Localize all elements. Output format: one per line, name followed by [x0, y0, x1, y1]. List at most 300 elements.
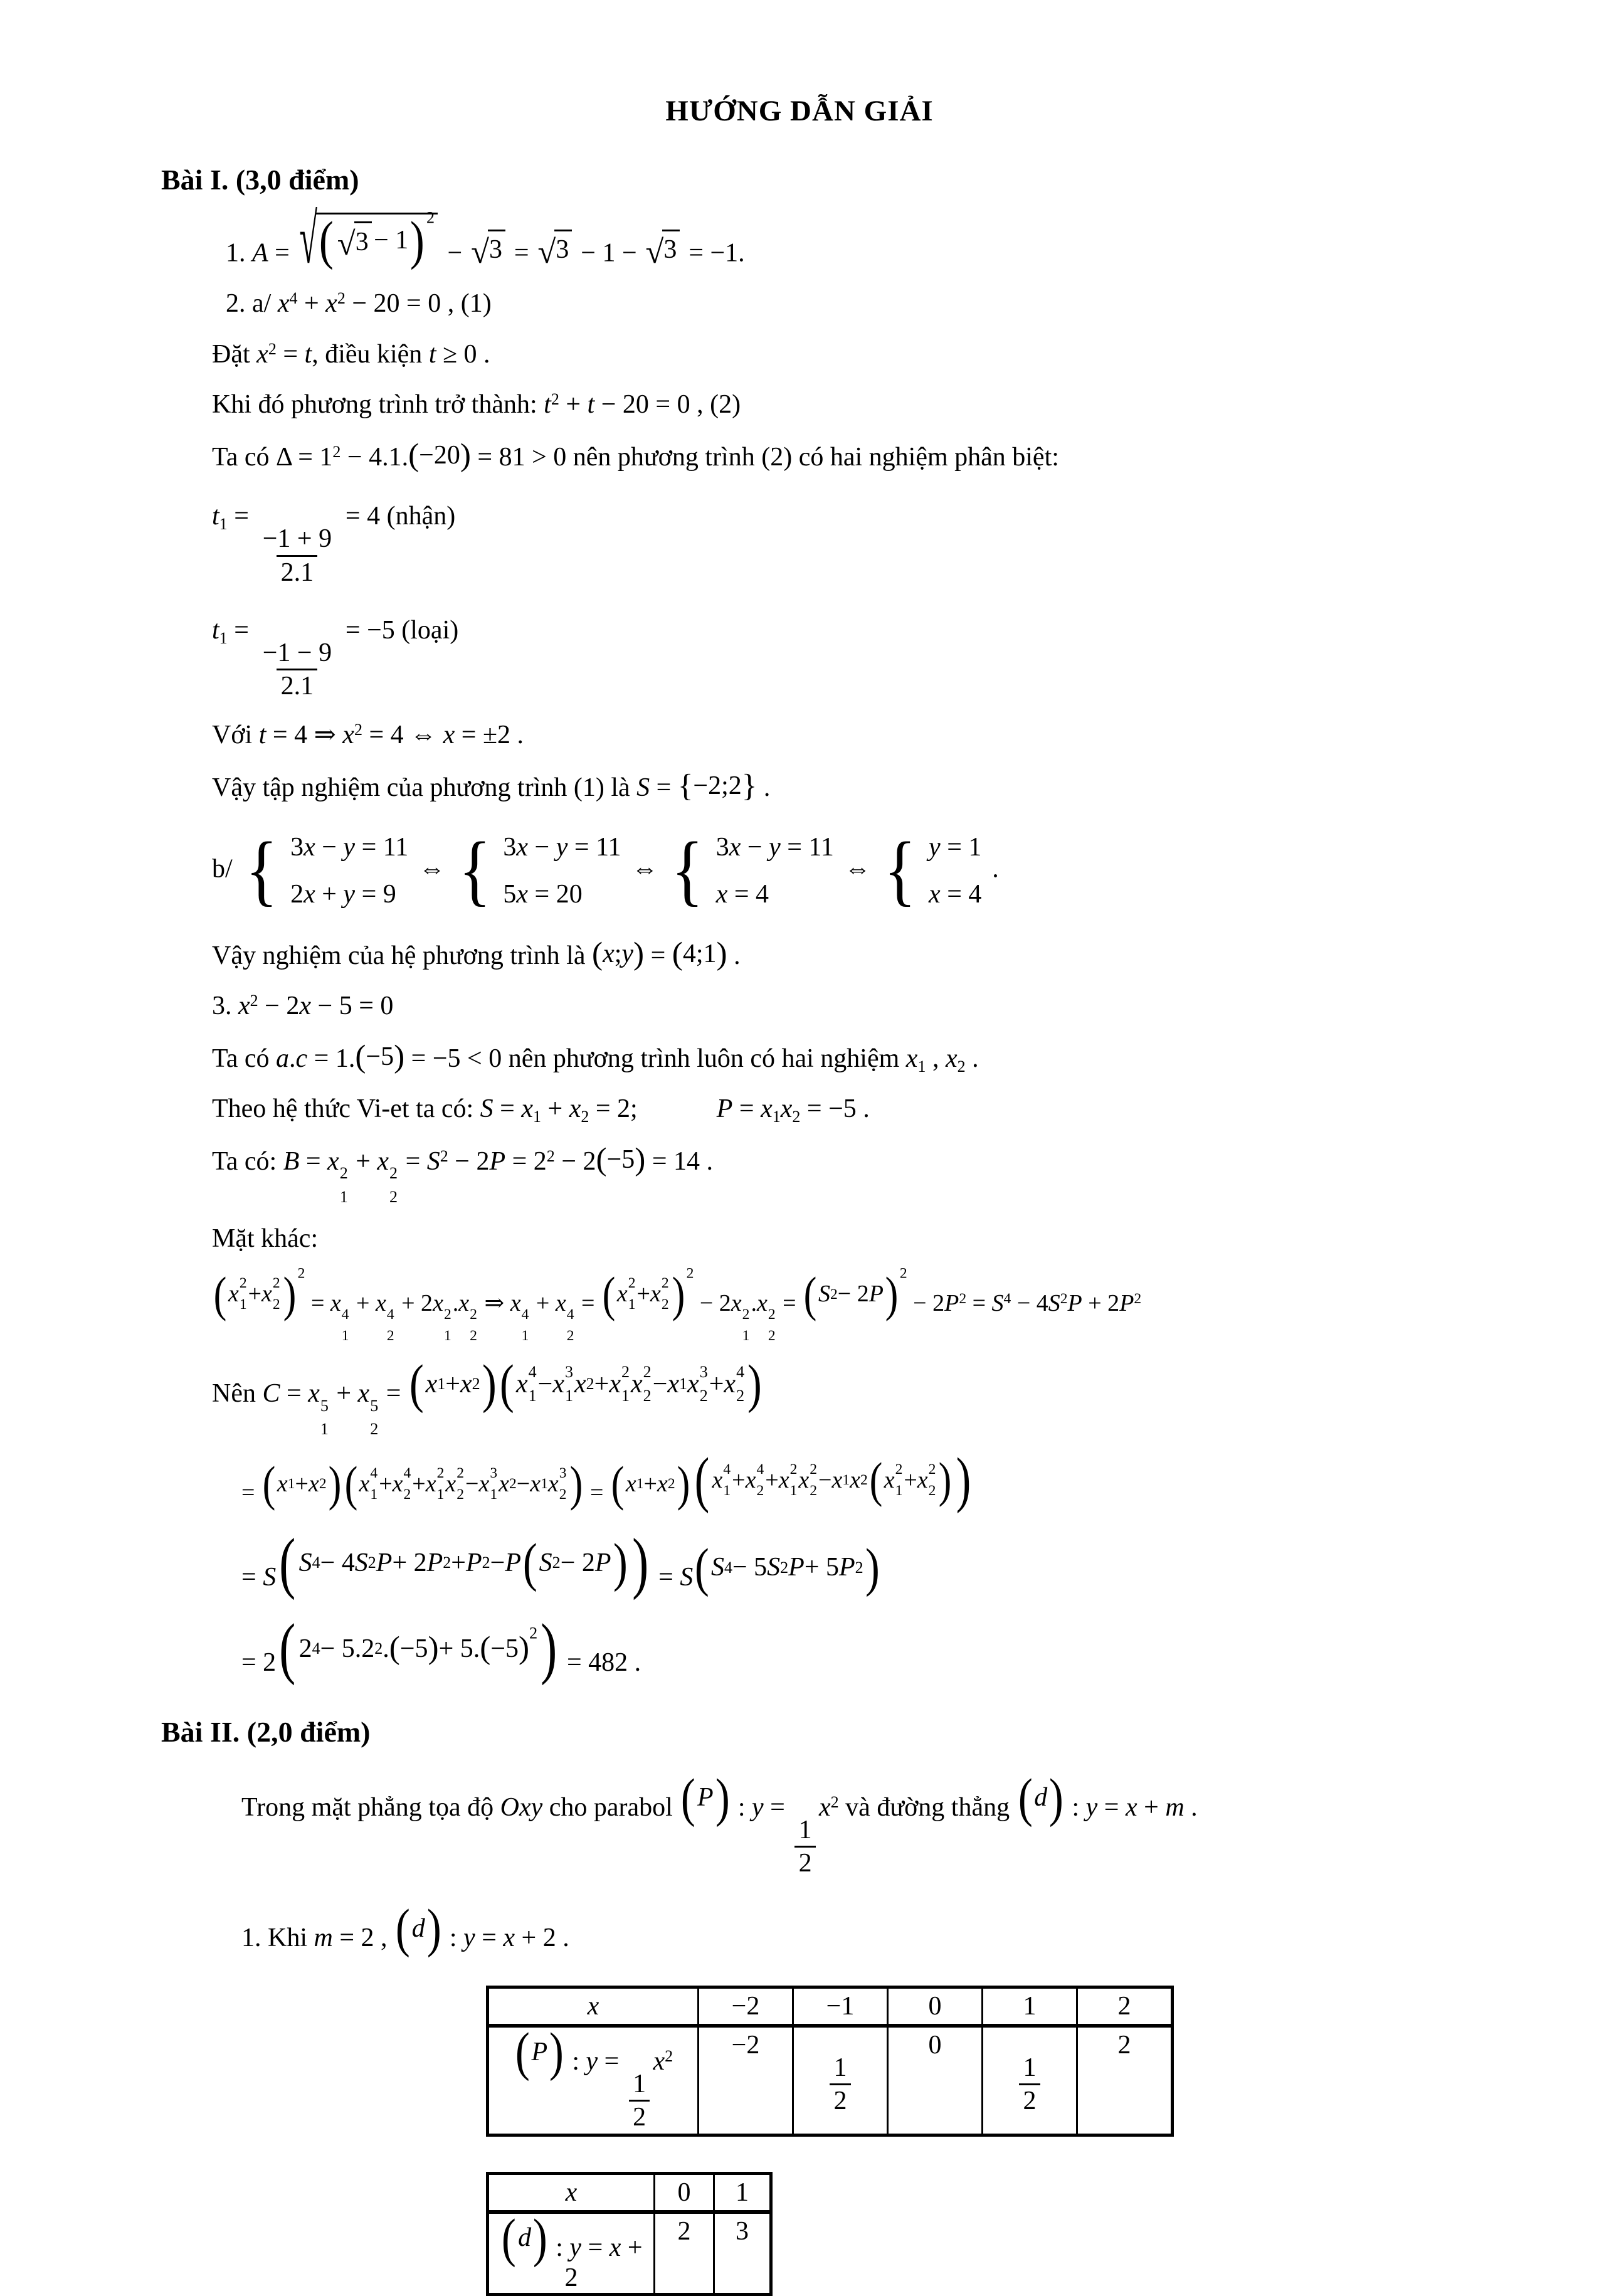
text-run: 1	[833, 2053, 847, 2082]
text-run: =	[507, 238, 536, 268]
math-var: c	[295, 1044, 308, 1073]
superscript: 2	[928, 1461, 936, 1478]
math-var: S	[426, 1146, 440, 1176]
table-cell	[888, 1987, 983, 2026]
text-run: 5	[503, 880, 517, 909]
math-var: S	[818, 1281, 830, 1307]
text-run: = −1.	[682, 238, 745, 268]
paren-content	[683, 937, 717, 971]
denominator	[629, 2100, 650, 2133]
text-run: − 4.1.	[340, 442, 409, 472]
text-run: +	[594, 1369, 610, 1399]
math-var: t	[428, 339, 436, 369]
paren-content	[335, 221, 409, 262]
close-paren: )	[672, 1267, 685, 1321]
text-run: = ±2 .	[455, 721, 524, 750]
close-paren: )	[677, 1457, 690, 1511]
open-paren: (	[502, 2207, 517, 2268]
text-run: ⇒	[478, 1289, 510, 1316]
math-var: x	[547, 1470, 559, 1497]
open-paren: (	[592, 935, 603, 971]
text-run: , điều kiện	[312, 339, 429, 369]
radicand	[354, 221, 372, 259]
math-var: x	[603, 939, 615, 968]
sqrt	[298, 199, 438, 278]
math-var: x	[616, 1280, 628, 1307]
math-line	[0, 1040, 1599, 1076]
math-var: a	[276, 1044, 290, 1073]
open-paren: (	[869, 1453, 883, 1508]
text-run: =	[227, 502, 256, 531]
math-var: x	[587, 1992, 599, 2021]
brace-icon: {	[884, 827, 917, 914]
radical-icon: √	[471, 233, 489, 270]
text-run: =	[650, 773, 678, 802]
text-run: −2	[731, 1992, 760, 2021]
math-var: S	[354, 1548, 368, 1577]
text-run: ;	[614, 939, 622, 968]
paren-content	[532, 2037, 548, 2067]
section-bai-2	[0, 1715, 1599, 2296]
text-run: + 5	[804, 1553, 839, 1582]
text-run: −	[490, 1548, 505, 1577]
math-var: x	[433, 1289, 443, 1316]
paren-content	[412, 1912, 425, 1946]
math-line	[0, 438, 1599, 475]
subscript: 1	[370, 1486, 378, 1503]
text-run: Vậy nghiệm của hệ phương trình là	[212, 941, 592, 970]
math-var: x	[884, 1466, 895, 1493]
math-var: x	[1125, 1793, 1137, 1822]
superscript: 3	[490, 1464, 498, 1481]
table-cell	[714, 2173, 771, 2212]
open-paren: (	[681, 1767, 696, 1828]
subscript: 1	[789, 1482, 798, 1499]
text-run: =	[644, 941, 672, 970]
paren-group	[394, 1898, 443, 1959]
text-run: ⇔	[625, 854, 665, 884]
text-run: =	[399, 1146, 427, 1176]
close-paren: )	[428, 1630, 439, 1666]
subscript: 2	[272, 1296, 280, 1313]
text-run: 3	[489, 235, 503, 265]
text-run: 3	[715, 832, 729, 862]
paren-content: x 1 + x 2	[626, 1469, 675, 1500]
text-run: +	[295, 1470, 309, 1497]
radical-icon: √	[337, 225, 356, 262]
text-run: .	[751, 1289, 757, 1316]
open-paren: (	[522, 1532, 537, 1593]
math-var: B	[283, 1146, 300, 1176]
text-run: 3	[663, 235, 677, 265]
denominator	[277, 555, 317, 588]
group-exponent: 2	[426, 208, 435, 227]
text-run: +	[541, 1094, 569, 1124]
paren-group	[868, 1453, 954, 1508]
text-run: − 5.2	[320, 1634, 375, 1663]
text-run: −5	[490, 1634, 519, 1663]
open-paren: (	[672, 935, 683, 971]
paren-group	[389, 1632, 439, 1666]
paren-group	[355, 1040, 404, 1074]
system-rows	[929, 830, 981, 912]
text-run: 2	[1117, 2031, 1131, 2060]
math-var: x	[798, 1466, 810, 1493]
subscript: 2	[470, 1327, 477, 1344]
text-run: −20	[419, 440, 460, 470]
subscript: 1	[917, 1057, 926, 1076]
math-var: C	[262, 1379, 280, 1409]
equation-system	[243, 827, 409, 914]
open-paren: (	[480, 1630, 491, 1666]
text-run: 1	[1023, 2053, 1037, 2082]
fraction	[258, 637, 335, 702]
math-var: t	[212, 615, 219, 645]
superscript: 2	[621, 1363, 630, 1382]
paren-group	[678, 769, 757, 803]
math-var: x	[503, 1923, 515, 1953]
system-rows	[716, 830, 834, 912]
text-run: = 9	[355, 880, 396, 909]
superscript: 2	[456, 1464, 465, 1481]
denominator	[794, 1846, 816, 1879]
math-var: x	[277, 1470, 288, 1497]
paren-group	[317, 208, 435, 270]
math-var: x	[327, 1146, 339, 1176]
text-run: = 4	[940, 880, 982, 909]
radical-icon: √	[299, 199, 317, 278]
system-row	[929, 877, 981, 912]
close-paren: )	[632, 1524, 649, 1600]
superscript: 2	[643, 1363, 652, 1382]
fraction	[1019, 2052, 1040, 2117]
math-var: m	[1165, 1793, 1185, 1822]
math-var: P	[839, 1553, 855, 1582]
paren-group	[802, 1265, 907, 1321]
text-run: 1.	[226, 238, 252, 268]
subscript: 1	[341, 1327, 349, 1344]
math-var: P	[788, 1553, 805, 1582]
table-cell	[983, 1987, 1077, 2026]
math-var: y	[569, 2233, 582, 2262]
open-paren: (	[279, 1524, 296, 1600]
close-paren: )	[1049, 1767, 1064, 1828]
superscript: 2	[810, 1461, 817, 1478]
math-var: x	[565, 2177, 578, 2207]
math-var: x	[745, 1466, 756, 1493]
group-exponent: 2	[686, 1265, 694, 1282]
text-run: −	[528, 832, 556, 862]
math-var: x	[303, 880, 315, 909]
subscript: 1	[772, 1108, 781, 1126]
math-var: t	[587, 390, 595, 420]
text-run: Vậy tập nghiệm của phương trình (1) là	[212, 773, 637, 802]
paren-content: x 4 1 + x 4 2 + x 2 1 x 2 2 − x 1 x 2 ( x 2 1 + x 2 2 )	[712, 1458, 954, 1502]
text-run: Với	[212, 721, 259, 750]
text-run: − 4	[320, 1548, 355, 1577]
text-run: = 20	[528, 880, 583, 909]
subscript: 2	[581, 1108, 589, 1126]
table-row	[488, 2026, 1173, 2135]
open-paren: (	[279, 1610, 296, 1686]
text-run: − 1 −	[574, 238, 644, 268]
math-line	[0, 1265, 1599, 1344]
text-run: = 482 .	[560, 1648, 641, 1678]
sub-sup-stack	[456, 1466, 464, 1503]
text-run: = 11	[355, 832, 409, 862]
section-2-heading: Bài II. (2,0 điểm)	[161, 1716, 371, 1748]
superscript: 5	[370, 1396, 379, 1415]
paren-group	[679, 1767, 731, 1828]
table-cell	[488, 2021, 699, 2135]
text-run: .	[757, 773, 771, 802]
text-run: 3	[736, 2216, 749, 2246]
text-run: = −5 .	[800, 1094, 870, 1124]
open-paren: (	[602, 1267, 616, 1321]
superscript: 4	[521, 1306, 529, 1323]
paren-content: 2 4 − 5.2 2 . ( −5 ) + 5. ( −5 ) 2	[298, 1624, 538, 1666]
text-run: =	[241, 1562, 263, 1592]
math-var: y	[1085, 1793, 1098, 1822]
open-paren: (	[695, 1537, 710, 1597]
subscript: 1	[219, 628, 228, 647]
math-line	[0, 1092, 1599, 1126]
numerator	[258, 637, 335, 669]
math-line	[0, 1524, 1599, 1600]
superscript: 2	[661, 1274, 669, 1291]
text-run: − 2	[560, 1548, 595, 1577]
math-var: x	[261, 1280, 272, 1307]
radical-icon: √	[645, 233, 664, 270]
sub-sup-stack	[662, 1276, 669, 1313]
sub-sup-stack	[387, 1308, 394, 1344]
text-run: =	[966, 1289, 992, 1316]
superscript: 4	[341, 1306, 349, 1323]
sub-sup-stack	[340, 1165, 348, 1205]
text-run: = 2	[241, 1648, 277, 1678]
numerator	[629, 2068, 650, 2100]
paren-group	[212, 1265, 305, 1321]
radicand	[316, 208, 438, 270]
text-run: = 1.	[307, 1044, 356, 1073]
text-run: − 2	[907, 1289, 945, 1316]
close-paren: )	[549, 2021, 564, 2082]
text-run: =	[581, 2233, 610, 2262]
sub-sup-stack	[567, 1308, 574, 1344]
text-run: 1	[798, 1815, 812, 1844]
superscript: 4	[528, 1363, 537, 1382]
close-paren: )	[885, 1267, 899, 1321]
text-run: = 2;	[589, 1094, 638, 1124]
sub-sup-stack	[342, 1308, 349, 1344]
paren-group	[514, 2021, 566, 2082]
text-run: b/	[212, 854, 240, 884]
text-run: = 81 > 0 nên phương trình (2) có hai nghiệm phân biệt:	[470, 442, 1059, 472]
paren-content	[400, 1632, 428, 1666]
math-var: x	[780, 1094, 793, 1124]
math-var: x	[552, 1369, 564, 1399]
text-run: − 5 = 0	[311, 992, 394, 1021]
text-run: +	[765, 1466, 779, 1493]
text-run: =	[732, 1094, 761, 1124]
paren-content	[603, 937, 633, 971]
math-var: x	[574, 1369, 586, 1399]
text-run: − 2	[694, 1289, 731, 1316]
math-var: x	[425, 1470, 436, 1497]
text-run: − 20 = 0 , (1)	[345, 289, 492, 319]
math-var: x	[238, 992, 250, 1021]
subscript: 2	[389, 1188, 398, 1206]
text-run: +	[904, 1466, 917, 1493]
text-run: =	[1097, 1793, 1126, 1822]
superscript: 2	[443, 1306, 451, 1323]
text-run: = 1	[940, 832, 982, 862]
math-var: x	[731, 1289, 742, 1316]
text-run: −	[315, 832, 344, 862]
table-cell	[793, 2026, 888, 2135]
denominator	[1019, 2083, 1040, 2117]
subscript: 1	[564, 1386, 573, 1405]
equation-system	[881, 827, 982, 914]
group-exponent: 2	[529, 1624, 538, 1643]
math-var: x	[724, 1369, 736, 1399]
math-var: x	[657, 1470, 668, 1497]
math-var: x	[228, 1280, 239, 1307]
text-run: 1. Khi	[241, 1923, 314, 1953]
text-run: +	[297, 289, 326, 319]
text-run: + 2	[392, 1548, 427, 1577]
math-var: S	[1048, 1289, 1060, 1316]
fraction	[629, 2068, 650, 2134]
paren-group	[592, 937, 644, 971]
text-run: 3.	[212, 992, 238, 1021]
superscript: 2	[768, 1306, 776, 1323]
text-run: 2	[298, 1634, 312, 1663]
math-var: x	[375, 1289, 386, 1316]
superscript: 2	[337, 289, 346, 308]
math-line	[0, 1143, 1599, 1205]
math-line	[0, 718, 1599, 753]
text-run: 2	[290, 880, 304, 909]
paren-group	[480, 1624, 538, 1666]
text-run: Khi đó phương trình trở thành:	[212, 390, 544, 420]
paren-content	[1034, 1780, 1047, 1815]
math-var: x	[653, 2047, 665, 2076]
text-run: .	[965, 1044, 979, 1073]
text-run: − 5	[732, 1553, 768, 1582]
paren-group	[408, 1353, 498, 1414]
text-run: +	[636, 1280, 650, 1307]
sub-sup-stack	[723, 1463, 731, 1499]
text-run: − 1	[374, 225, 409, 255]
text-run: =	[227, 615, 256, 645]
math-var: x	[516, 832, 529, 862]
table-cell	[488, 2173, 655, 2212]
superscript: 2	[239, 1274, 247, 1291]
paren-group	[693, 1537, 881, 1597]
paren-group	[261, 1457, 343, 1511]
paren-content	[607, 1143, 635, 1177]
paren-content: x 4 1 − x 3 1 x 2 + x 2 1 x 2 2 − x 1 x 3 2 + x 4 2	[515, 1363, 745, 1405]
text-run: .	[452, 1289, 459, 1316]
text-run: +	[412, 1470, 426, 1497]
superscript: 2	[1134, 1290, 1142, 1307]
text-run: 1	[1023, 1992, 1037, 2021]
sub-sup-stack	[756, 1463, 764, 1499]
denominator	[277, 669, 317, 702]
table-row	[488, 2173, 771, 2212]
text-run: .	[985, 854, 999, 884]
math-var: x	[308, 1470, 319, 1497]
paren-content	[518, 2223, 531, 2253]
text-run: +	[315, 880, 344, 909]
close-paren: )	[613, 1532, 628, 1593]
text-run: = 4 ⇒	[266, 721, 343, 750]
paren-group	[672, 937, 727, 971]
math-var: y	[752, 1793, 764, 1822]
text-run: +	[349, 1146, 377, 1176]
table-cell	[983, 2026, 1077, 2135]
subscript: 1	[320, 1420, 329, 1439]
math-var: S	[263, 1562, 277, 1592]
text-run: = 4	[727, 880, 769, 909]
math-var: x	[330, 1289, 341, 1316]
brace-icon: {	[246, 827, 278, 914]
text-run: − 2	[837, 1281, 869, 1307]
paren-group	[692, 1446, 974, 1515]
text-run: =	[584, 1479, 610, 1506]
text-run: + 2	[1082, 1289, 1120, 1316]
text-run: =	[241, 1479, 261, 1506]
close-paren: )	[633, 935, 645, 971]
table-cell	[488, 2207, 655, 2295]
math-var: t	[304, 339, 312, 369]
superscript: 4	[386, 1306, 394, 1323]
math-var: S	[298, 1548, 312, 1577]
math-var: x	[569, 1094, 581, 1124]
superscript: 3	[699, 1363, 708, 1382]
paren-content: S 2 − 2 P	[539, 1546, 611, 1580]
close-paren: )	[715, 1767, 730, 1828]
text-run: +	[1137, 1793, 1166, 1822]
text-run: −1	[826, 1992, 855, 2021]
sub-sup-stack	[895, 1463, 903, 1499]
text-run: 2.1	[280, 558, 314, 587]
fraction	[258, 523, 335, 588]
math-line	[0, 287, 1599, 321]
math-var: x	[515, 1369, 528, 1399]
table-cell	[1077, 2026, 1173, 2135]
subscript: 1	[443, 1327, 451, 1344]
paren-content: x 1 + x 2	[426, 1367, 480, 1402]
text-run: +	[350, 1289, 376, 1316]
math-var: t	[212, 502, 219, 531]
math-line	[0, 388, 1599, 422]
math-line	[0, 337, 1599, 372]
math-var: x	[357, 1379, 370, 1409]
open-paren: {	[677, 767, 694, 803]
subscript: 2	[756, 1482, 764, 1499]
text-run: −2;2	[693, 771, 742, 800]
section-1-body	[0, 199, 1599, 1686]
math-var: x	[650, 1280, 661, 1307]
text-run: +	[559, 390, 588, 420]
superscript: 2	[895, 1461, 903, 1478]
text-run: − 2	[448, 1146, 490, 1176]
close-paren: )	[519, 1630, 530, 1666]
paren-content	[697, 1780, 714, 1815]
close-paren: )	[865, 1537, 880, 1597]
